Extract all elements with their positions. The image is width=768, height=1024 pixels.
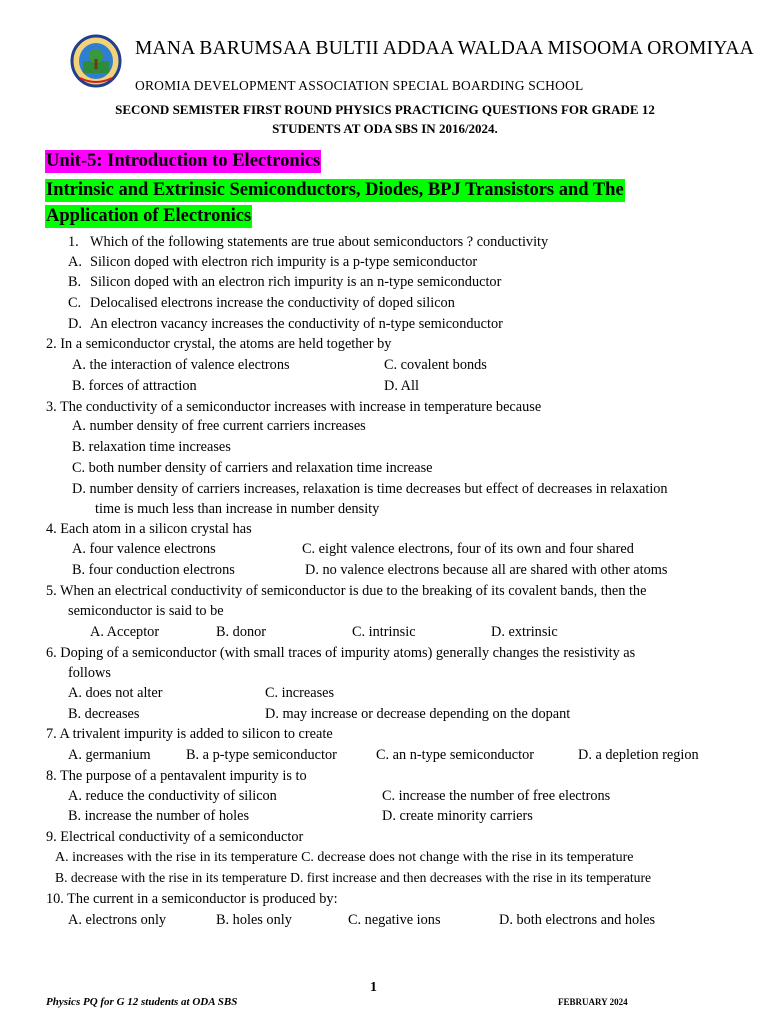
q7-option-a: A. germanium bbox=[68, 747, 151, 763]
q3-option-b: B. relaxation time increases bbox=[72, 439, 231, 455]
q1-option-c-letter: C. bbox=[68, 295, 82, 311]
q8-text: 8. The purpose of a pentavalent impurity is to bbox=[46, 768, 307, 784]
q4-option-c: C. eight valence electrons, four of its own and four shared bbox=[302, 541, 634, 557]
q1-option-c: Delocalised electrons increase the conductivity of doped silicon bbox=[90, 295, 455, 311]
q2-option-b: B. forces of attraction bbox=[72, 378, 197, 394]
q4-option-b: B. four conduction electrons bbox=[72, 562, 235, 578]
q8-option-a: A. reduce the conductivity of silicon bbox=[68, 788, 277, 804]
title-line-2: STUDENTS AT ODA SBS IN 2016/2024. bbox=[272, 121, 498, 136]
q1-option-d: An electron vacancy increases the conductivity of n-type semiconductor bbox=[90, 316, 503, 332]
q5-text: 5. When an electrical conductivity of semiconductor is due to the breaking of its covalent bands, then the bbox=[46, 583, 647, 599]
q10-text: 10. The current in a semiconductor is produced by: bbox=[46, 891, 338, 907]
org-name-english: OROMIA DEVELOPMENT ASSOCIATION SPECIAL BOARDING SCHOOL bbox=[135, 78, 584, 93]
q7-option-b: B. a p-type semiconductor bbox=[186, 747, 337, 763]
q3-option-c: C. both number density of carriers and relaxation time increase bbox=[72, 460, 433, 476]
q4-text: 4. Each atom in a silicon crystal has bbox=[46, 521, 252, 537]
unit-heading: Unit-5: Introduction to Electronics bbox=[46, 151, 321, 171]
q4-option-a: A. four valence electrons bbox=[72, 541, 216, 557]
q3-option-a: A. number density of free current carriers increases bbox=[72, 418, 366, 434]
q6-option-a: A. does not alter bbox=[68, 685, 163, 701]
footer-left: Physics PQ for G 12 students at ODA SBS bbox=[46, 996, 238, 1008]
q1-option-d-letter: D. bbox=[68, 316, 82, 332]
q8-option-b: B. increase the number of holes bbox=[68, 808, 250, 824]
q6-option-c: C. increases bbox=[265, 685, 335, 701]
q9-text: 9. Electrical conductivity of a semiconductor bbox=[46, 829, 304, 845]
school-logo-icon bbox=[70, 34, 122, 88]
org-name-oromo: MANA BARUMSAA BULTII ADDAA WALDAA MISOOMA OROMIYAA bbox=[135, 38, 754, 59]
q6-text: 6. Doping of a semiconductor (with small traces of impurity atoms) generally changes the resistivity as bbox=[46, 645, 636, 661]
q1-number: 1. bbox=[68, 234, 79, 250]
q10-option-a: A. electrons only bbox=[68, 912, 167, 928]
q2-option-a: A. the interaction of valence electrons bbox=[72, 357, 290, 373]
footer-date: FEBRUARY 2024 bbox=[558, 997, 628, 1007]
document-title bbox=[40, 100, 730, 138]
q8-option-c: C. increase the number of free electrons bbox=[382, 788, 611, 804]
q2-text: 2. In a semiconductor crystal, the atoms are held together by bbox=[46, 336, 392, 352]
q9-options-b-d: B. decrease with the rise in its temperature D. first increase and then decreases with the rise in its temperature bbox=[55, 870, 652, 885]
q5-option-a: A. Acceptor bbox=[90, 624, 160, 640]
q3-text: 3. The conductivity of a semiconductor increases with increase in temperature because bbox=[46, 399, 542, 415]
q2-option-c: C. covalent bonds bbox=[384, 357, 487, 373]
q3-option-d: D. number density of carriers increases, relaxation is time decreases but effect of decreases in relaxation bbox=[72, 481, 668, 497]
q4-option-d: D. no valence electrons because all are shared with other atoms bbox=[305, 562, 668, 578]
q3-option-d-cont: time is much less than increase in number density bbox=[95, 501, 380, 517]
q1-option-b-letter: B. bbox=[68, 274, 82, 290]
q10-option-d: D. both electrons and holes bbox=[499, 912, 656, 928]
q5-option-b: B. donor bbox=[216, 624, 267, 640]
q1-option-b: Silicon doped with an electron rich impurity is an n-type semiconductor bbox=[90, 274, 502, 290]
q7-option-d: D. a depletion region bbox=[578, 747, 699, 763]
q6-option-b: B. decreases bbox=[68, 706, 140, 722]
q10-option-c: C. negative ions bbox=[348, 912, 441, 928]
q5-option-d: D. extrinsic bbox=[491, 624, 558, 640]
q7-option-c: C. an n-type semiconductor bbox=[376, 747, 535, 763]
q9-options-a-c: A. increases with the rise in its temperature C. decrease does not change with the rise in its temperature bbox=[55, 850, 634, 865]
q1-option-a-letter: A. bbox=[68, 254, 82, 270]
q1-text: Which of the following statements are true about semiconductors ? conductivity bbox=[90, 234, 549, 250]
q6-text-cont: follows bbox=[68, 665, 111, 681]
q8-option-d: D. create minority carriers bbox=[382, 808, 533, 824]
page-number: 1 bbox=[370, 980, 377, 995]
subheading-line-1: Intrinsic and Extrinsic Semiconductors, Diodes, BPJ Transistors and The bbox=[46, 180, 624, 200]
q5-text-cont: semiconductor is said to be bbox=[68, 603, 224, 619]
title-line-1: SECOND SEMISTER FIRST ROUND PHYSICS PRACTICING QUESTIONS FOR GRADE 12 bbox=[115, 102, 655, 117]
q5-option-c: C. intrinsic bbox=[352, 624, 416, 640]
subheading-line-2: Application of Electronics bbox=[46, 206, 252, 226]
q1-option-a: Silicon doped with electron rich impurity is a p-type semiconductor bbox=[90, 254, 478, 270]
q7-text: 7. A trivalent impurity is added to silicon to create bbox=[46, 726, 333, 742]
q10-option-b: B. holes only bbox=[216, 912, 292, 928]
q6-option-d: D. may increase or decrease depending on the dopant bbox=[265, 706, 571, 722]
q2-option-d: D. All bbox=[384, 378, 419, 394]
